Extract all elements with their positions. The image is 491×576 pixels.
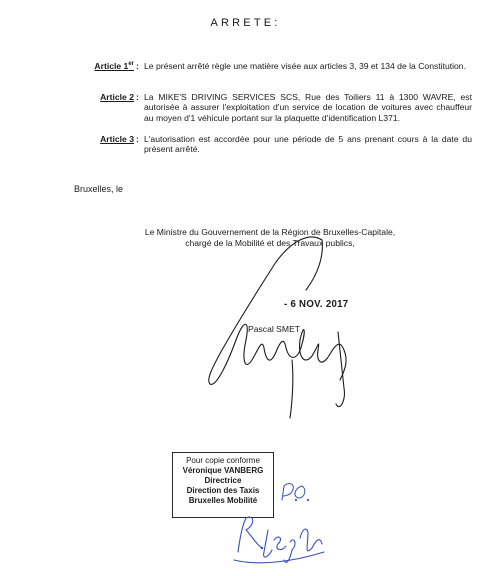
stamp-line-1: Pour copie conforme [186,456,260,465]
signer-name: Pascal SMET [248,324,301,334]
certified-copy-stamp [172,452,274,518]
article-3 [72,134,472,155]
minister-line-1: Le Ministre du Gouvernement de la Région de Bruxelles-Capitale, [144,227,396,237]
stamp-line-2: Véronique VANBERG [182,466,264,475]
article-2-colon: : [136,92,139,102]
article-3-colon: : [136,134,139,144]
article-2-text: La MIKE'S DRIVING SERVICES SCS, Rue des Toiliers 11 à 1300 WAVRE, est autorisée à assurer l'exploitation d'un service de location de voitures avec chauffeur au moyen d'1 véhicule portant sur la plaquette d'identification L371. [144,92,472,123]
article-2-label: Article 2 [100,92,134,102]
minister-line-2: chargé de la Mobilité et des Travaux publics, [185,238,355,248]
article-1 [72,61,472,71]
article-3-label: Article 3 [100,134,134,144]
article-1-text: Le présent arrêté règle une matière visée aux articles 3, 39 et 134 de la Constitution. [144,61,466,71]
stamp-line-3: Directrice [204,476,242,485]
place-date-line: Bruxelles, le [74,184,124,194]
minister-title [120,227,420,249]
article-1-colon: : [136,61,139,71]
article-2 [72,92,472,123]
page-title: ARRETE: [210,17,281,29]
article-3-text: L'autorisation est accordée pour une période de 5 ans prenant cours à la date du présent arrêté. [144,134,472,155]
date-stamp: - 6 NOV. 2017 [284,298,349,310]
stamp-line-5: Bruxelles Mobilité [188,496,258,505]
article-1-label: Article 1er [94,61,134,71]
stamp-line-4: Direction des Taxis [186,486,260,495]
